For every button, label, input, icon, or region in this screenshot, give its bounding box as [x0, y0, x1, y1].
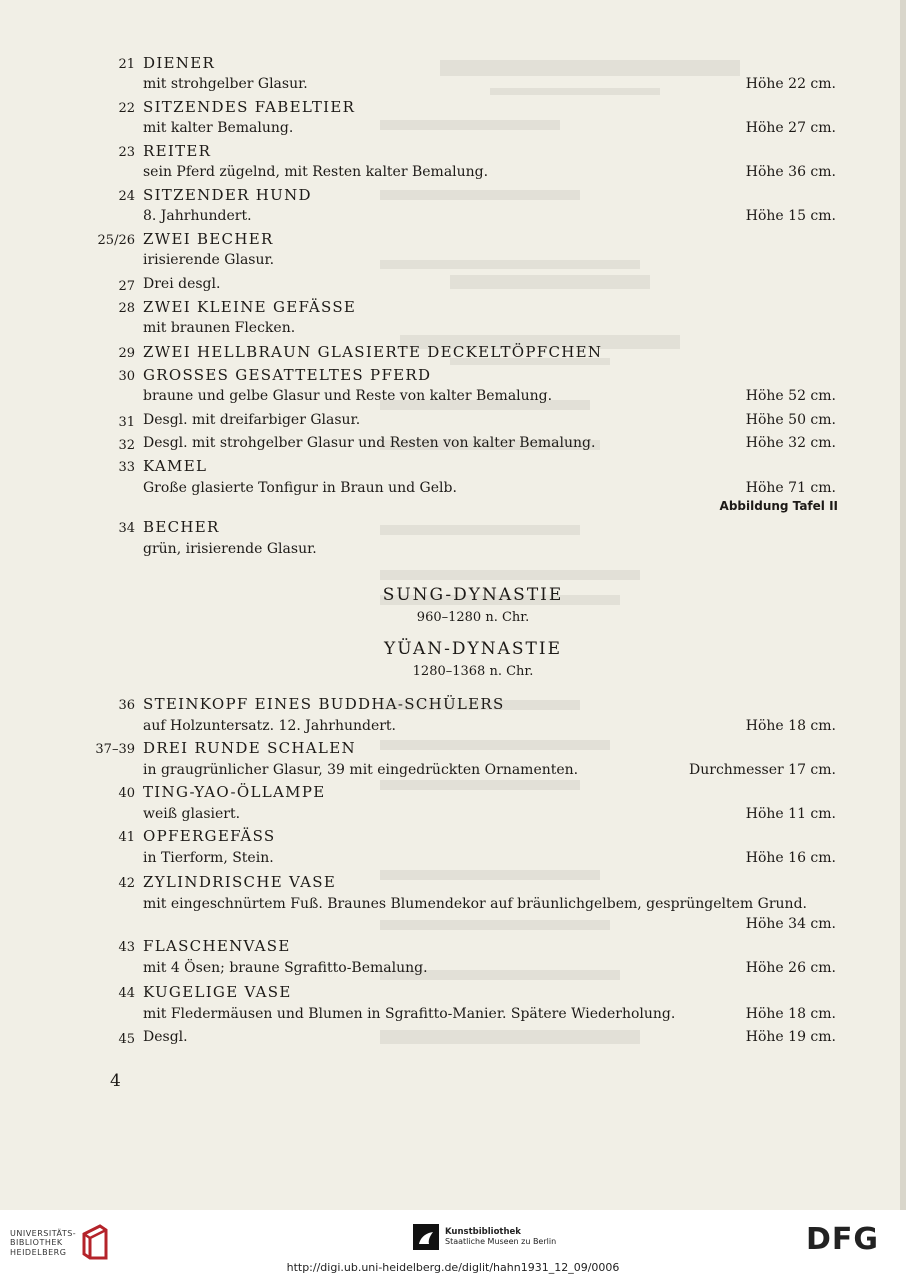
entry-number: 32 — [118, 438, 135, 453]
entry-number: 22 — [118, 101, 135, 116]
entry-description: auf Holzuntersatz. 12. Jahrhundert. — [143, 718, 397, 734]
kunstbibliothek-title: Kunstbibliothek — [445, 1227, 521, 1237]
entry-description: weiß glasiert. — [143, 806, 241, 822]
entry-description: mit Fledermäusen und Blumen in Sgrafitto-Manier. Spätere Wiederholung. — [143, 1006, 676, 1022]
entry-description: in graugrünlicher Glasur, 39 mit eingedrückten Ornamenten. — [143, 762, 579, 778]
entry-number: 31 — [118, 415, 135, 430]
page-number: 4 — [110, 1071, 121, 1091]
entry-measurement: Höhe 27 cm. — [745, 120, 836, 136]
entry-measurement: Höhe 32 cm. — [745, 435, 836, 451]
entry-description: Desgl. — [143, 1029, 188, 1045]
entry-description: Drei desgl. — [143, 276, 221, 292]
viewer-footer — [0, 1210, 906, 1277]
entry-description: in Tierform, Stein. — [143, 850, 274, 866]
entry-measurement: Höhe 52 cm. — [745, 388, 836, 404]
entry-number: 24 — [118, 189, 135, 204]
entry-title: SITZENDER HUND — [143, 186, 312, 204]
entry-measurement: Höhe 26 cm. — [745, 960, 836, 976]
section-dates-sung: 960–1280 n. Chr. — [416, 610, 530, 625]
entry-measurement: Höhe 50 cm. — [745, 412, 836, 428]
section-heading-sung: SUNG-DYNASTIE — [382, 585, 564, 605]
entry-description: mit 4 Ösen; braune Sgrafitto-Bemalung. — [143, 960, 428, 976]
kunstbibliothek-subtitle: Staatliche Museen zu Berlin — [445, 1237, 557, 1246]
kunstbibliothek-logo[interactable] — [413, 1224, 556, 1250]
entry-number: 30 — [118, 369, 135, 384]
entry-number: 21 — [118, 57, 135, 72]
entry-title: KAMEL — [143, 457, 208, 475]
entry-measurement: Höhe 36 cm. — [745, 164, 836, 180]
entry-measurement: Durchmesser 17 cm. — [689, 762, 836, 778]
entry-number: 33 — [118, 460, 135, 475]
entry-number: 41 — [118, 830, 135, 845]
entry-number: 28 — [118, 301, 135, 316]
entry-measurement: Höhe 11 cm. — [745, 806, 836, 822]
entry-title: DREI RUNDE SCHALEN — [143, 739, 356, 757]
heidelberg-library-logo[interactable] — [10, 1224, 110, 1262]
dfg-logo[interactable]: DFG — [806, 1222, 880, 1257]
entry-title: ZYLINDRISCHE VASE — [143, 873, 337, 891]
entry-number: 23 — [118, 145, 135, 160]
entry-title: ZWEI HELLBRAUN GLASIERTE DECKELTÖPFCHEN — [143, 343, 603, 361]
entry-description: irisierende Glasur. — [143, 252, 275, 268]
entry-description: mit kalter Bemalung. — [143, 120, 294, 136]
entry-title: DIENER — [143, 54, 216, 72]
entry-description: mit eingeschnürtem Fuß. Braunes Blumendekor auf bräunlichgelbem, gesprüngeltem Grund. — [143, 896, 807, 912]
entry-number: 43 — [118, 940, 135, 955]
entry-measurement: Höhe 15 cm. — [745, 208, 836, 224]
entry-description: mit braunen Flecken. — [143, 320, 296, 336]
entry-measurement: Höhe 22 cm. — [745, 76, 836, 92]
entry-title: OPFERGEFÄSS — [143, 827, 276, 845]
entry-description: Desgl. mit dreifarbiger Glasur. — [143, 412, 361, 428]
entry-description: sein Pferd zügelnd, mit Resten kalter Bemalung. — [143, 164, 489, 180]
entry-number: 27 — [118, 279, 135, 294]
entry-title: SITZENDES FABELTIER — [143, 98, 356, 116]
heidelberg-library-name: UNIVERSITÄTS- BIBLIOTHEK HEIDELBERG — [10, 1228, 77, 1257]
section-heading-yuan: YÜAN-DYNASTIE — [383, 639, 563, 659]
entry-measurement: Höhe 19 cm. — [745, 1029, 836, 1045]
entry-measurement: Höhe 34 cm. — [745, 916, 836, 932]
heidelberg-emblem-icon — [80, 1224, 110, 1262]
permalink-url[interactable]: http://digi.ub.uni-heidelberg.de/diglit/hahn1931_12_09/0006 — [286, 1261, 620, 1274]
entry-description: grün, irisierende Glasur. — [143, 541, 317, 557]
section-dates-yuan: 1280–1368 n. Chr. — [412, 664, 534, 679]
entry-title: TING-YAO-ÖLLAMPE — [143, 783, 326, 801]
entry-measurement: Höhe 18 cm. — [745, 718, 836, 734]
entry-number: 25/26 — [97, 233, 135, 248]
entry-number: 29 — [118, 346, 135, 361]
entry-description: braune und gelbe Glasur und Reste von kalter Bemalung. — [143, 388, 553, 404]
entry-number: 36 — [118, 698, 135, 713]
entry-title: REITER — [143, 142, 212, 160]
entry-title: ZWEI KLEINE GEFÄSSE — [143, 298, 357, 316]
entry-description: mit strohgelber Glasur. — [143, 76, 308, 92]
entry-measurement: Höhe 16 cm. — [745, 850, 836, 866]
entry-number: 34 — [118, 521, 135, 536]
entry-description: Große glasierte Tonfigur in Braun und Gelb. — [143, 480, 457, 496]
entry-title: BECHER — [143, 518, 220, 536]
entry-description: 8. Jahrhundert. — [143, 208, 252, 224]
entry-description: Desgl. mit strohgelber Glasur und Resten von kalter Bemalung. — [143, 435, 596, 451]
entry-title: GROSSES GESATTELTES PFERD — [143, 366, 432, 384]
entry-number: 45 — [118, 1032, 135, 1047]
entry-title: ZWEI BECHER — [143, 230, 274, 248]
kunstbibliothek-emblem-icon — [413, 1224, 439, 1250]
entry-number: 40 — [118, 786, 135, 801]
entry-title: FLASCHENVASE — [143, 937, 291, 955]
entry-number: 44 — [118, 986, 135, 1001]
entry-number: 37–39 — [95, 742, 135, 757]
entry-measurement: Höhe 71 cm. — [745, 480, 836, 496]
entry-title: STEINKOPF EINES BUDDHA-SCHÜLERS — [143, 695, 505, 713]
entry-title: KUGELIGE VASE — [143, 983, 292, 1001]
entry-number: 42 — [118, 876, 135, 891]
entry-measurement: Höhe 18 cm. — [745, 1006, 836, 1022]
illustration-reference: Abbildung Tafel II — [719, 499, 838, 513]
